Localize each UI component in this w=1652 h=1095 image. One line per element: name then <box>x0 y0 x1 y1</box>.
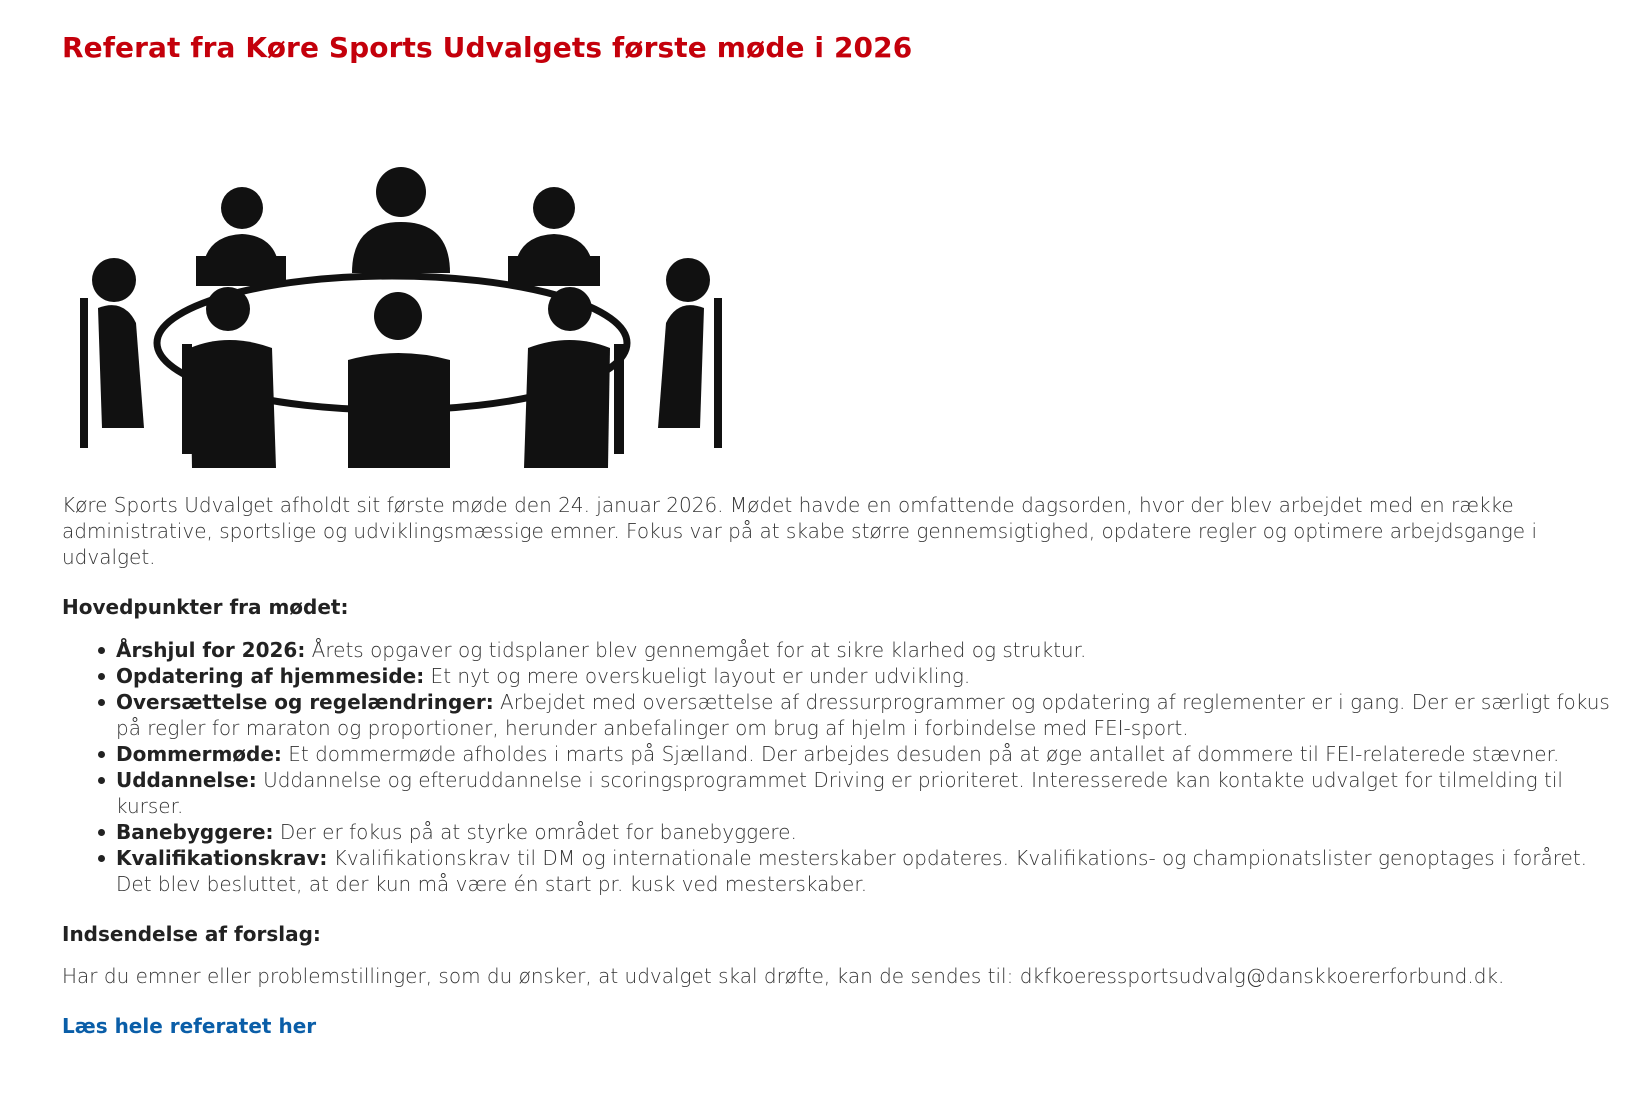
item-label: Kvalifikationskrav: <box>116 846 328 870</box>
proposals-paragraph: Har du emner eller problemstillinger, som du ønsker, at udvalget skal drøfte, kan de sendes til: dkfkoeressportsudvalg@danskkoererforbund.dk. <box>62 964 1505 988</box>
list-item <box>116 663 1616 689</box>
item-text: Arbejdet med oversættelse af dressurprogrammer og opdatering af reglementer er i gang. Der er særligt fokus på regler for maraton og proportioner, herunder anbefalinger om brug af hjelm i forbindelse med FEI-sport. <box>116 690 1610 740</box>
list-item <box>116 689 1616 741</box>
meeting-illustration <box>62 148 770 468</box>
intro-paragraph: Køre Sports Udvalget afholdt sit første møde den 24. januar 2026. Mødet havde en omfattende dagsorden, hvor der blev arbejdet med en række administrative, sportslige og udviklingsmæssige emner. Fokus var på at skabe større gennemsigtighed, opdatere regler og optimere arbejdsgange i udvalget. <box>62 493 1538 569</box>
read-full-minutes-link[interactable]: Læs hele referatet her <box>62 1014 317 1038</box>
list-item <box>116 741 1616 767</box>
item-label: Uddannelse: <box>116 768 257 792</box>
item-text: Et dommermøde afholdes i marts på Sjælland. Der arbejdes desuden på at øge antallet af dommere til FEI-relaterede stævner. <box>281 742 1560 766</box>
item-text: Årets opgaver og tidsplaner blev gennemgået for at sikre klarhed og struktur. <box>305 638 1087 662</box>
proposals-heading: Indsendelse af forslag: <box>62 922 321 946</box>
item-text: Uddannelse og efteruddannelse i scoringsprogrammet Driving er prioriteret. Interesserede kan kontakte udvalget for tilmelding til kurser. <box>116 768 1563 818</box>
item-text: Et nyt og mere overskueligt layout er under udvikling. <box>424 664 971 688</box>
list-item <box>116 767 1616 819</box>
item-label: Opdatering af hjemmeside: <box>116 664 425 688</box>
item-label: Årshjul for 2026: <box>116 638 306 662</box>
page-title: Referat fra Køre Sports Udvalgets første møde i 2026 <box>62 31 913 64</box>
meeting-table-people-icon <box>62 148 770 468</box>
list-item <box>116 637 1616 663</box>
item-text: Der er fokus på at styrke området for banebyggere. <box>273 820 797 844</box>
list-item <box>116 819 1616 845</box>
item-label: Dommermøde: <box>116 742 282 766</box>
highlights-heading: Hovedpunkter fra mødet: <box>62 595 349 619</box>
item-label: Banebyggere: <box>116 820 274 844</box>
list-item <box>116 845 1616 897</box>
item-label: Oversættelse og regelændringer: <box>116 690 494 714</box>
item-text: Kvalifikationskrav til DM og internationale mesterskaber opdateres. Kvalifikations- og championatslister genoptages i foråret. Det blev besluttet, at der kun må være én start pr. kusk ved mesterskaber. <box>116 846 1588 896</box>
highlights-list <box>62 637 1610 897</box>
